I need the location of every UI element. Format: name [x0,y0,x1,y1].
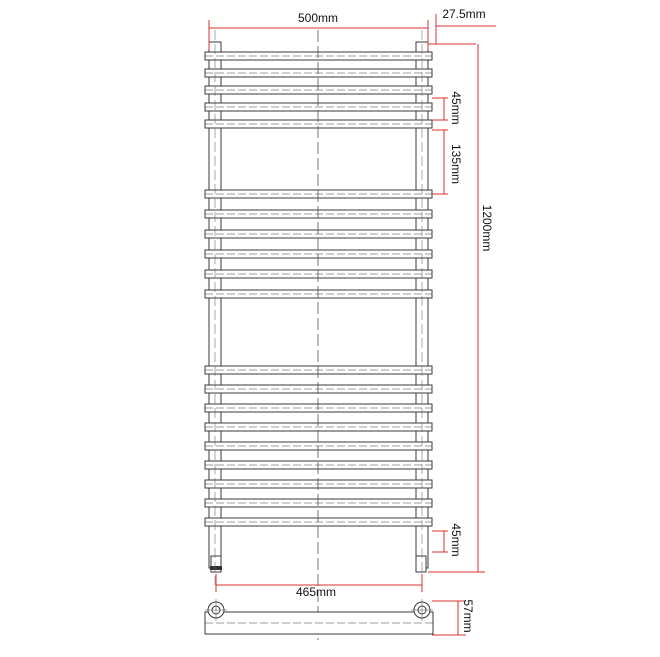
label-bar-spacing-top: 45mm [449,91,463,125]
label-bar-spacing-bottom: 45mm [449,523,463,557]
label-wall-offset: 27.5mm [442,7,486,21]
label-side-depth: 57mm [461,599,475,633]
label-gap-height: 135mm [449,143,463,185]
valve-cap [210,566,222,570]
radiator-plan-view [205,599,433,634]
radiator-front-view [205,30,432,640]
label-total-height: 1200mm [480,204,494,252]
label-pipe-centres: 465mm [295,585,337,599]
label-top-width: 500mm [297,11,339,25]
right-valve-stub [416,556,426,572]
